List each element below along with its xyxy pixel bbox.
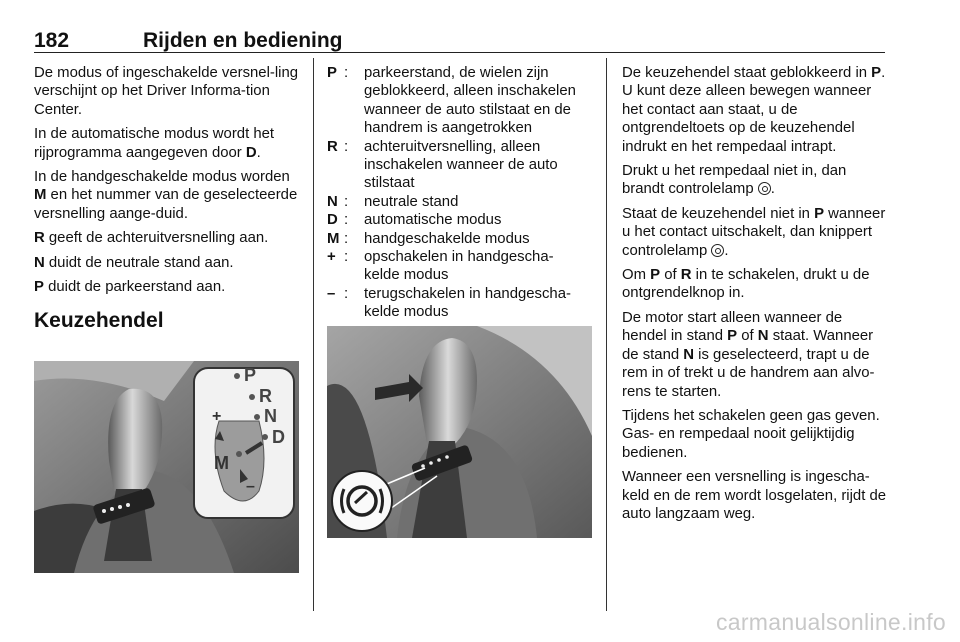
definition-item: [327, 248, 589, 285]
paragraph: De modus of ingeschakelde versnel-ling verschijnt op het Driver Informa-tion Center.: [34, 65, 299, 118]
definition-key: P: [327, 65, 337, 81]
definition-text: achteruitversnelling, alleen inschakelen wanneer de auto stilstaat: [364, 138, 558, 192]
paragraph: De motor start alleen wanneer de hendel in stand P of N staat. Wanneer de stand N is geselecteerd, trapt u de rem in of trekt u de handrem aan alvo-rens te starten.: [622, 309, 875, 400]
paragraph: Drukt u het rempedaal niet in, dan brandt controlelamp .: [622, 163, 847, 198]
definition-colon: :: [344, 212, 349, 229]
gear-selector-illustration: [34, 361, 299, 573]
label-m: M: [214, 453, 229, 473]
column-divider-1: [313, 58, 314, 611]
definition-text: opschakelen in handgescha-kelde modus: [364, 249, 554, 284]
definition-item: [327, 285, 589, 322]
definition-text: parkeerstand, de wielen zijn geblokkeerd, alleen inschakelen wanneer de auto stilstaat en de handrem is aangetrokken: [364, 65, 576, 137]
label-plus: +: [212, 408, 222, 425]
definition-key: R: [327, 138, 338, 155]
control-lamp-icon: [758, 182, 771, 195]
definition-item: [327, 138, 589, 193]
label-p: P: [244, 365, 257, 385]
definition-key: M: [327, 230, 340, 247]
figure-gear-lever-lamp: [327, 326, 592, 538]
column-1: [34, 64, 299, 337]
definition-item: [327, 230, 589, 248]
definition-key: D: [327, 212, 338, 229]
column-divider-2: [606, 58, 607, 611]
column-3: [622, 64, 888, 529]
definition-colon: :: [344, 193, 349, 210]
definition-list: [327, 64, 589, 322]
gear-lever-illustration: [327, 326, 592, 538]
column-2: [327, 64, 589, 322]
paragraph: Wanneer een versnelling is ingescha-keld en de rem wordt losgelaten, rijdt de auto langzaam weg.: [622, 469, 887, 522]
paragraph: In de automatische modus wordt het rijprogramma aangegeven door D.: [34, 126, 275, 161]
control-lamp-icon: [711, 244, 724, 257]
label-n: N: [264, 406, 277, 426]
paragraph: R geeft de achteruitversnelling aan.: [34, 230, 269, 247]
section-heading: Keuzehendel: [34, 309, 164, 333]
figure-gear-selector: [34, 361, 299, 573]
definition-colon: :: [344, 65, 349, 81]
definition-colon: :: [344, 249, 349, 266]
definition-text: neutrale stand: [364, 193, 459, 210]
page-header: [34, 26, 885, 53]
definition-item: [327, 64, 589, 138]
definition-key: –: [327, 285, 336, 302]
paragraph: P duidt de parkeerstand aan.: [34, 279, 226, 296]
paragraph: In de handgeschakelde modus worden M en het nummer van de geselecteerde versnelling aange-duid.: [34, 169, 298, 222]
definition-item: [327, 211, 589, 229]
definition-text: terugschakelen in handgescha-kelde modus: [364, 285, 571, 321]
label-d: D: [272, 427, 285, 447]
paragraph: Tijdens het schakelen geen gas geven. Gas- en rempedaal nooit gelijktijdig bedienen.: [622, 407, 880, 461]
definition-colon: :: [344, 230, 349, 247]
chapter-title: Rijden en bediening: [143, 29, 343, 52]
label-minus: –: [246, 478, 255, 495]
paragraph: Staat de keuzehendel niet in P wanneer u het contact uitschakelt, dan knippert controlelamp .: [622, 205, 886, 259]
definition-key: +: [327, 249, 336, 266]
definition-text: automatische modus: [364, 212, 502, 229]
paragraph: De keuzehendel staat geblokkeerd in P. U kunt deze alleen bewegen wanneer het contact aan staat, u de ontgrendeltoets op de keuzehendel indrukt en het rempedaal intrapt.: [622, 65, 886, 155]
definition-key: N: [327, 193, 338, 210]
definition-item: [327, 193, 589, 211]
label-r: R: [259, 386, 272, 406]
definition-colon: :: [344, 138, 349, 155]
paragraph: N duidt de neutrale stand aan.: [34, 254, 234, 271]
page-number: 182: [34, 29, 70, 52]
paragraph: Om P of R in te schakelen, drukt u de ontgrendelknop in.: [622, 267, 870, 302]
watermark: carmanualsonline.info: [715, 609, 946, 635]
definition-colon: :: [344, 285, 349, 302]
definition-text: handgeschakelde modus: [364, 230, 530, 247]
